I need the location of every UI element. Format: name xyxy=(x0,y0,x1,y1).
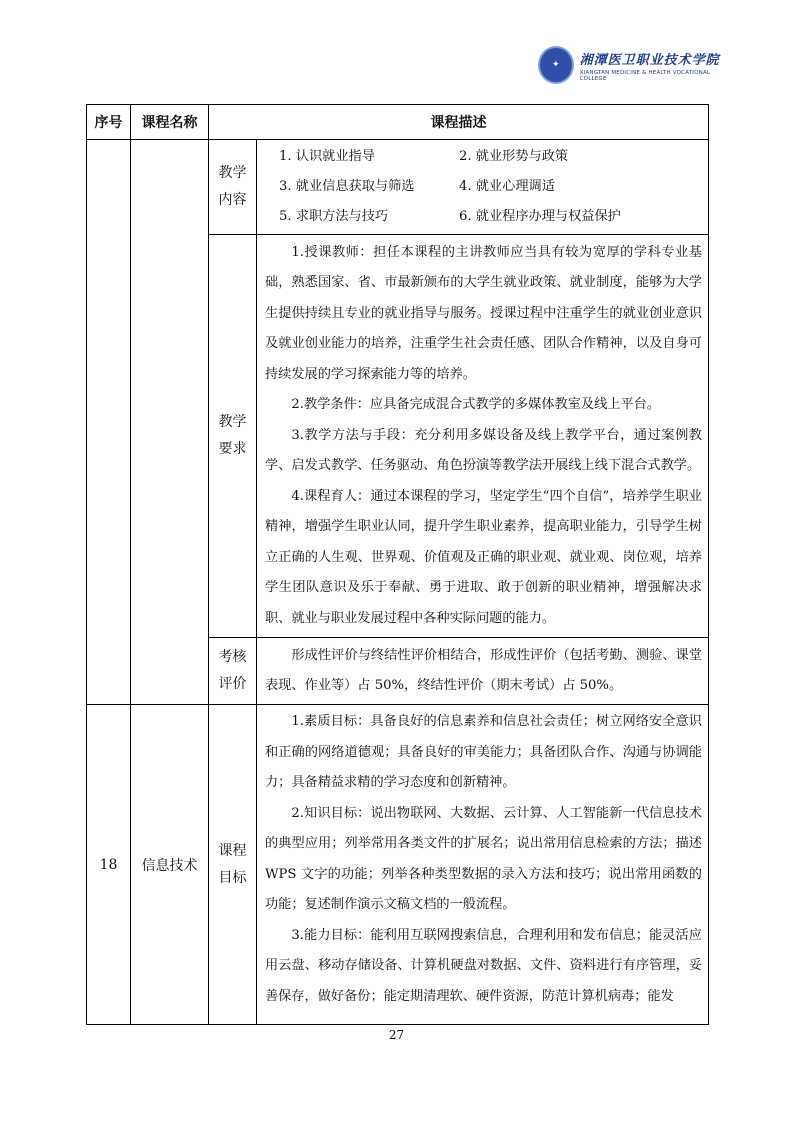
assessment-cell xyxy=(257,638,709,705)
header-course-name: 课程名称 xyxy=(131,105,209,140)
requirement-paragraph: 1.授课教师：担任本课程的主讲教师应当具有较为宽厚的学科专业基础，熟悉国家、省、市最新颁布的大学生就业政策、就业制度，能够为大学生提供持续且专业的就业指导与服务。授课过程中注重学生的就业创业意识及就业创业能力的培养，注重学生社会责任感、团队合作精神，以及自身可持续发展的学习探索能力等的培养。 xyxy=(265,244,702,382)
goal-label: 课程目标 xyxy=(209,705,257,1025)
college-seal-icon: ✦ xyxy=(538,46,574,84)
curriculum-table xyxy=(86,104,709,1025)
list-item: 2. 就业形势与政策 xyxy=(459,149,569,164)
course-no-cell xyxy=(87,140,131,705)
header-no: 序号 xyxy=(87,105,131,140)
assessment-label: 考核评价 xyxy=(209,638,257,705)
table-header-row xyxy=(87,105,709,140)
goal-paragraph: 2.知识目标：说出物联网、大数据、云计算、人工智能新一代信息技术的典型应用；列举常用各类文件的扩展名；说出常用信息检索的方法；描述 WPS 文字的功能；列举各种类型数据的录入方法和技巧；说出常用函数的功能；复述制作演示文稿文档的一般流程。 xyxy=(265,805,702,912)
requirement-cell xyxy=(257,235,709,638)
list-item: 6. 就业程序办理与权益保护 xyxy=(459,209,621,224)
table-row xyxy=(87,140,709,235)
list-item: 5. 求职方法与技巧 xyxy=(279,209,389,224)
content-label: 教学内容 xyxy=(209,140,257,235)
assessment-text: 形成性评价与终结性评价相结合，形成性评价（包括考勤、测验、课堂表现、作业等）占 50%，终结性评价（期末考试）占 50%。 xyxy=(265,647,702,693)
college-name-cn: 湘潭医卫职业技术学院 xyxy=(579,52,720,68)
requirement-label: 教学要求 xyxy=(209,235,257,638)
goal-cell xyxy=(257,705,709,1025)
goal-paragraph: 1.素质目标：具备良好的信息素养和信息社会责任；树立网络安全意识和正确的网络道德观；具备良好的审美能力；具备团队合作、沟通与协调能力；具备精益求精的学习态度和创新精神。 xyxy=(265,714,702,790)
college-logo xyxy=(538,44,728,86)
course-name-cell: 信息技术 xyxy=(131,705,209,1025)
requirement-paragraph: 2.教学条件：应具备完成混合式教学的多媒体教室及线上平台。 xyxy=(291,397,661,413)
content-list xyxy=(265,142,702,232)
list-item: 1. 认识就业指导 xyxy=(279,149,375,164)
requirement-paragraph: 3.教学方法与手段：充分利用多媒设备及线上教学平台，通过案例教学、启发式教学、任务驱动、角色扮演等教学法开展线上线下混合式教学。 xyxy=(265,427,702,474)
goal-paragraph: 3.能力目标：能利用互联网搜索信息，合理利用和发布信息；能灵活应用云盘、移动存储设备、计算机硬盘对数据、文件、资料进行有序管理，妥善保存，做好备份；能定期清理软、硬件资源，防范计算机病毒；能发 xyxy=(265,927,702,1004)
table-row xyxy=(87,705,709,1025)
college-name-en: XIANGTAN MEDICINE & HEALTH VOCATIONAL COLLEGE xyxy=(579,69,711,82)
requirement-paragraph: 4.课程育人：通过本课程的学习，坚定学生“四个自信”，培养学生职业精神，增强学生职业认同，提升学生职业素养，提高职业能力，引导学生树立正确的人生观、世界观、价值观及正确的职业观、就业观、岗位观，培养学生团队意识及乐于奉献、勇于进取、敢于创新的职业精神，增强解决求职、就业与职业发展过程中各种实际问题的能力。 xyxy=(265,488,702,626)
list-item: 3. 就业信息获取与筛选 xyxy=(279,179,415,194)
course-no-cell: 18 xyxy=(87,705,131,1025)
list-item: 4. 就业心理调适 xyxy=(459,179,555,194)
course-name-cell xyxy=(131,140,209,705)
header-course-description: 课程描述 xyxy=(209,105,709,140)
page-number: 27 xyxy=(388,1028,405,1042)
